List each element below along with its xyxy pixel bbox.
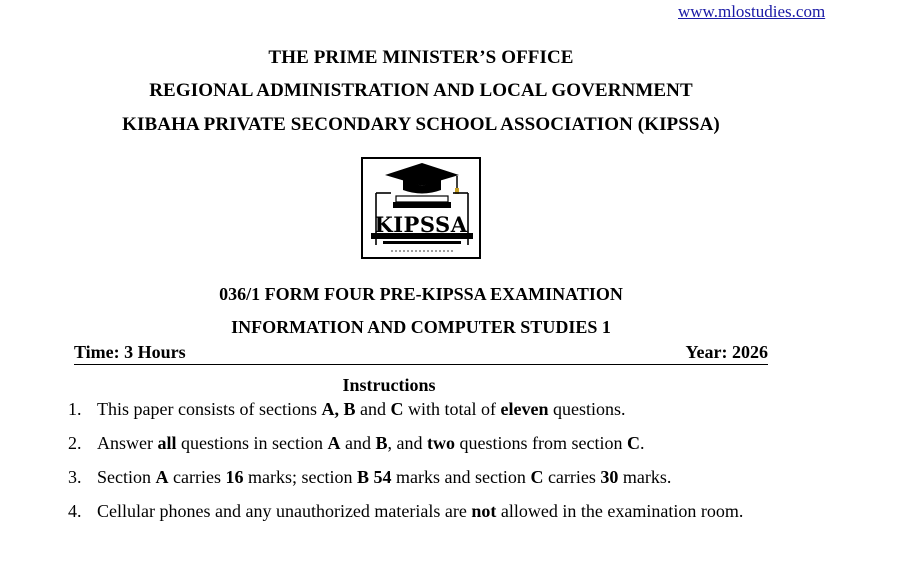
instruction-number: 3. (68, 467, 82, 487)
instruction-emphasis: C (627, 433, 641, 453)
instruction-text: Cellular phones and any unauthorized materials are (97, 501, 472, 521)
exam-time: Time: 3 Hours (74, 342, 186, 362)
instruction-item (68, 467, 671, 488)
instruction-text: carries (543, 467, 601, 487)
exam-title: 036/1 FORM FOUR PRE-KIPSSA EXAMINATION (219, 284, 623, 304)
instruction-text: allowed in the examination room. (496, 501, 744, 521)
instruction-text: Section (97, 467, 156, 487)
website-link[interactable]: www.mlostudies.com (678, 2, 826, 21)
instruction-number: 4. (68, 501, 82, 521)
exam-subject: INFORMATION AND COMPUTER STUDIES 1 (231, 317, 611, 337)
instruction-number: 1. (68, 399, 82, 419)
instruction-text: with total of (403, 399, 501, 419)
instruction-text: , and (387, 433, 428, 453)
instruction-number: 2. (68, 433, 82, 453)
graduation-cap-books-icon (363, 159, 481, 259)
instruction-emphasis: C (530, 467, 544, 487)
instruction-emphasis: 30 (600, 467, 619, 487)
instructions-heading: Instructions (342, 375, 436, 395)
instruction-text: carries (168, 467, 226, 487)
instruction-text: Answer (97, 433, 158, 453)
instruction-text: questions from section (455, 433, 628, 453)
instruction-text: questions. (548, 399, 626, 419)
instruction-item (68, 501, 743, 522)
instruction-emphasis: 16 (225, 467, 244, 487)
time-year-row (74, 342, 768, 365)
instruction-text: . (640, 433, 645, 453)
exam-year: Year: 2026 (685, 342, 768, 362)
instruction-text: marks and section (391, 467, 531, 487)
instruction-item (68, 399, 625, 420)
instruction-emphasis: A (155, 467, 169, 487)
logo-text: KIPSSA (374, 212, 468, 237)
header-line-1: THE PRIME MINISTER’S OFFICE (268, 47, 574, 68)
instruction-emphasis: A, B (321, 399, 356, 419)
instruction-emphasis: two (427, 433, 456, 453)
kipssa-logo (361, 157, 481, 259)
instruction-text: questions in section (176, 433, 328, 453)
instruction-text: marks; section (243, 467, 357, 487)
instruction-emphasis: all (157, 433, 177, 453)
instruction-item (68, 433, 645, 454)
instruction-emphasis: B (375, 433, 388, 453)
instruction-text: and (340, 433, 376, 453)
instruction-emphasis: eleven (500, 399, 549, 419)
instruction-text: marks. (618, 467, 672, 487)
instruction-emphasis: B 54 (356, 467, 392, 487)
instruction-emphasis: C (390, 399, 404, 419)
instruction-emphasis: A (327, 433, 341, 453)
instruction-text: This paper consists of sections (97, 399, 322, 419)
header-line-2: REGIONAL ADMINISTRATION AND LOCAL GOVERNMENT (149, 80, 693, 101)
instruction-text: and (355, 399, 391, 419)
header-line-3: KIBAHA PRIVATE SECONDARY SCHOOL ASSOCIATION (KIPSSA) (122, 114, 720, 135)
instruction-emphasis: not (471, 501, 497, 521)
